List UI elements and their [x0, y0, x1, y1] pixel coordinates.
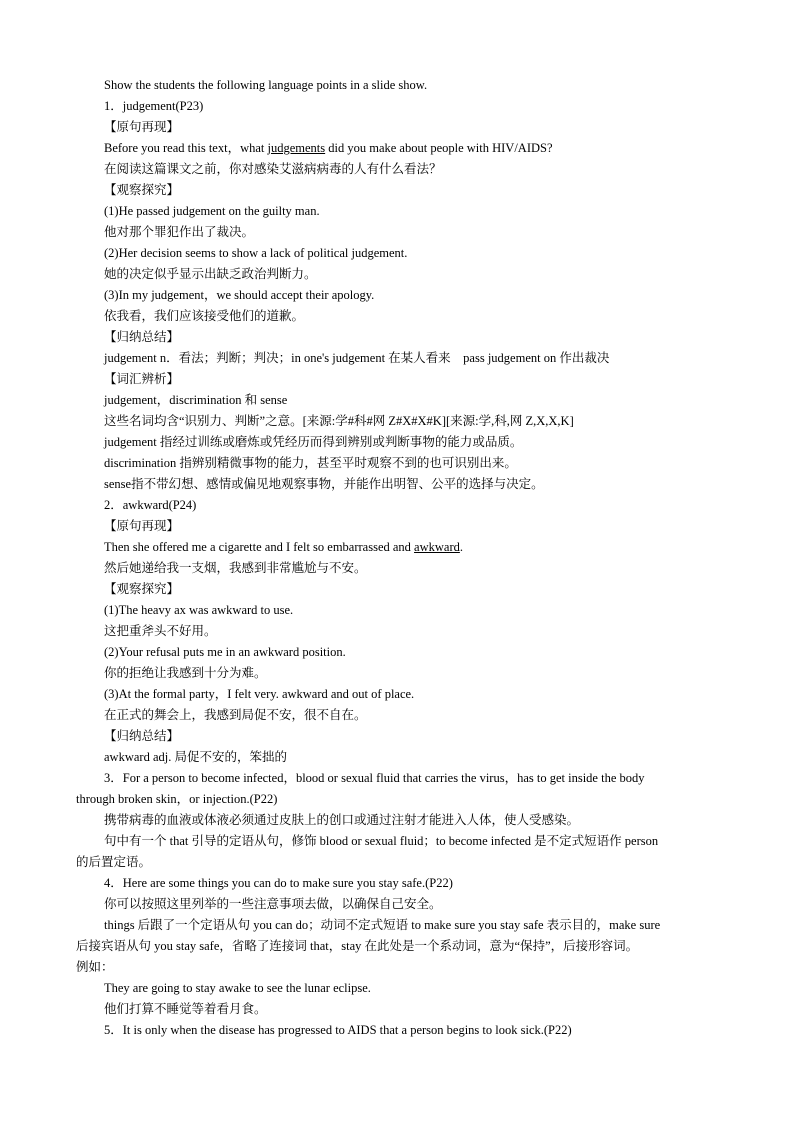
vocab-common: 这些名词均含“识别力、判断”之意。[来源:学#科#网 Z#X#X#K][来源:学,科,网 Z,X,X,K] — [104, 414, 574, 428]
original-translation-2: 然后她递给我一支烟，我感到非常尴尬与不安。 — [104, 561, 367, 575]
underlined-word-2: awkward — [414, 540, 460, 554]
example-2: (2)Her decision seems to show a lack of political judgement. — [104, 246, 408, 260]
original-sentence: Before you read this text，what judgements did you make about people with HIV/AIDS? — [104, 141, 553, 155]
section-observe-2: 【观察探究】 — [104, 582, 180, 596]
example-1: (1)He passed judgement on the guilty man. — [104, 204, 320, 218]
vocab-words: judgement，discrimination 和 sense — [104, 393, 288, 407]
item4-note1: things 后跟了一个定语从句 you can do；动词不定式短语 to make sure you stay safe 表示目的，make sure — [104, 918, 661, 932]
example-2-1: (1)The heavy ax was awkward to use. — [104, 603, 294, 617]
item3-line1: 3．For a person to become infected，blood or sexual fluid that carries the virus，has to get inside the body — [104, 771, 645, 785]
item4-note2: 后接宾语从句 you stay safe，省略了连接词 that，stay 在此处是一个系动词，意为“保持”，后接形容词。 — [76, 939, 639, 953]
section-observe: 【观察探究】 — [104, 183, 180, 197]
section-summary: 【归纳总结】 — [104, 330, 180, 344]
item3-note2: 的后置定语。 — [76, 855, 152, 869]
item4-example: They are going to stay awake to see the lunar eclipse. — [104, 981, 371, 995]
example-2-3-trans: 在正式的舞会上，我感到局促不安，很不自在。 — [104, 708, 367, 722]
example-2-2: (2)Your refusal puts me in an awkward position. — [104, 645, 346, 659]
vocab-judgement: judgement 指经过训练或磨炼或凭经历而得到辨别或判断事物的能力或品质。 — [104, 435, 523, 449]
item4-line1: 4．Here are some things you can do to make sure you stay safe.(P22) — [104, 876, 453, 890]
section-summary-2: 【归纳总结】 — [104, 729, 180, 743]
summary-text-2: awkward adj. 局促不安的，笨拙的 — [104, 750, 287, 764]
summary-text: judgement n．看法；判断；判决；in one's judgement 在某人看来 pass judgement on 作出裁决 — [104, 351, 610, 365]
item4-trans: 你可以按照这里列举的一些注意事项去做，以确保自己安全。 — [104, 897, 442, 911]
item4-example-trans: 他们打算不睡觉等着看月食。 — [104, 1002, 267, 1016]
vocab-discrimination: discrimination 指辨别精微事物的能力，甚至平时观察不到的也可识别出来。 — [104, 456, 517, 470]
example-1-trans: 他对那个罪犯作出了裁决。 — [104, 225, 255, 239]
example-2-trans: 她的决定似乎显示出缺乏政治判断力。 — [104, 267, 317, 281]
original-sentence-2: Then she offered me a cigarette and I felt so embarrassed and awkward. — [104, 540, 463, 554]
original-translation: 在阅读这篇课文之前，你对感染艾滋病病毒的人有什么看法？ — [104, 162, 442, 176]
example-3: (3)In my judgement，we should accept their apology. — [104, 288, 375, 302]
section-original: 【原句再现】 — [104, 120, 180, 134]
example-3-trans: 依我看，我们应该接受他们的道歉。 — [104, 309, 305, 323]
item4-note3: 例如： — [76, 960, 114, 974]
intro-line: Show the students the following language points in a slide show. — [104, 78, 428, 92]
item3-trans: 携带病毒的血液或体液必须通过皮肤上的创口或通过注射才能进入人体，使人受感染。 — [104, 813, 580, 827]
item3-line2: through broken skin，or injection.(P22) — [76, 792, 278, 806]
section-vocab-diff: 【词汇辨析】 — [104, 372, 180, 386]
vocab-sense: sense指不带幻想、感情或偏见地观察事物，并能作出明智、公平的选择与决定。 — [104, 477, 544, 491]
section-original-2: 【原句再现】 — [104, 519, 180, 533]
heading-judgement: 1．judgement(P23) — [104, 99, 204, 113]
item5-line1: 5．It is only when the disease has progressed to AIDS that a person begins to look sick.(P22) — [104, 1023, 572, 1037]
example-2-1-trans: 这把重斧头不好用。 — [104, 624, 217, 638]
heading-awkward: 2．awkward(P24) — [104, 498, 197, 512]
example-2-3: (3)At the formal party，I felt very. awkward and out of place. — [104, 687, 415, 701]
underlined-word: judgements — [267, 141, 326, 155]
example-2-2-trans: 你的拒绝让我感到十分为难。 — [104, 666, 267, 680]
item3-note1: 句中有一个 that 引导的定语从句，修饰 blood or sexual fluid；to become infected 是不定式短语作 person — [104, 834, 659, 848]
